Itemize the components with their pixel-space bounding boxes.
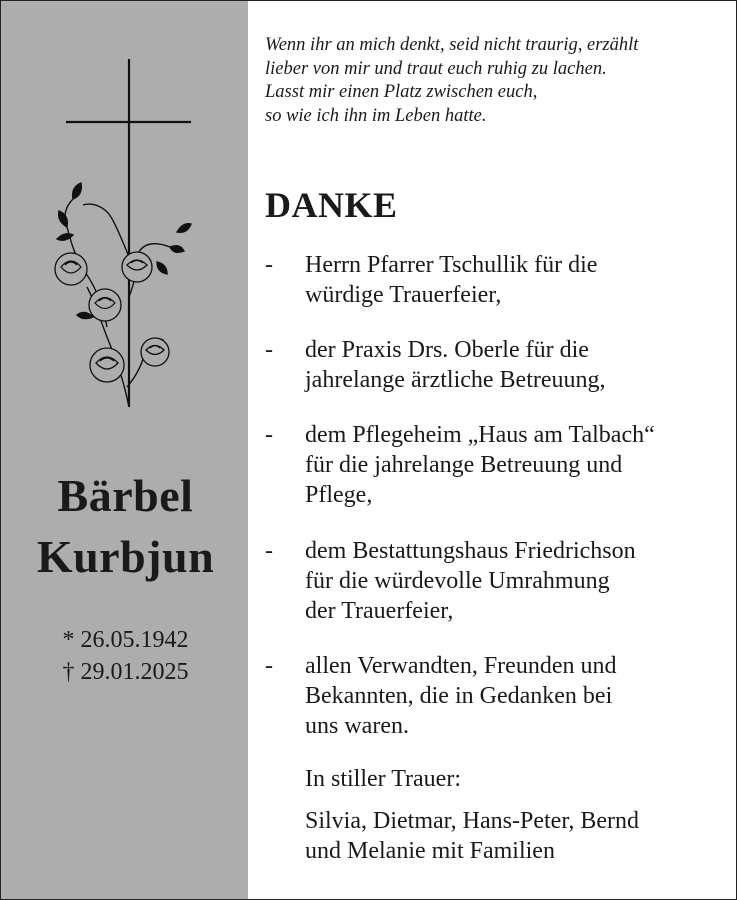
list-dash: -	[265, 653, 273, 679]
signer-line: Silvia, Dietmar, Hans-Peter, Bernd	[305, 808, 639, 834]
thanks-line: uns waren.	[305, 713, 409, 739]
signers	[305, 806, 639, 866]
memorial-panel	[1, 1, 248, 899]
poem-line: lieber von mir und traut euch ruhig zu lachen.	[265, 58, 607, 79]
rose-branch-icon	[55, 183, 191, 407]
first-name: Bärbel	[57, 470, 194, 521]
thanks-line: allen Verwandten, Freunden und	[305, 653, 617, 679]
thanks-line: für die würdevolle Umrahmung	[305, 568, 610, 594]
thanks-line: Bekannten, die in Gedanken bei	[305, 683, 613, 709]
thanks-line: Herrn Pfarrer Tschullik für die	[305, 252, 598, 278]
thanks-line: würdige Trauerfeier,	[305, 282, 502, 308]
mourning-line: In stiller Trauer:	[305, 766, 461, 792]
last-name: Kurbjun	[36, 531, 215, 582]
list-dash: -	[265, 538, 273, 564]
cross-icon	[66, 59, 191, 407]
poem	[265, 34, 725, 128]
list-dash: -	[265, 337, 273, 363]
thanks-line: dem Pflegeheim „Haus am Talbach“	[305, 422, 655, 448]
thanks-line: der Trauerfeier,	[305, 598, 454, 624]
thanks-line: der Praxis Drs. Oberle für die	[305, 337, 589, 363]
signer-line: und Melanie mit Familien	[305, 838, 555, 864]
list-dash: -	[265, 252, 273, 278]
poem-line: Lasst mir einen Platz zwischen euch,	[265, 82, 538, 102]
list-dash: -	[265, 422, 273, 448]
thanks-line: dem Bestattungshaus Friedrichson	[305, 538, 636, 564]
thanks-line: für die jahrelange Betreuung und	[305, 452, 623, 478]
death-date: † 29.01.2025	[62, 659, 189, 685]
poem-line: so wie ich ihn im Leben hatte.	[265, 105, 487, 126]
birth-date: * 26.05.1942	[62, 627, 189, 653]
thanks-line: jahrelange ärztliche Betreuung,	[305, 367, 606, 393]
thanks-line: Pflege,	[305, 482, 373, 508]
thanks-heading: DANKE	[265, 185, 398, 225]
poem-line: Wenn ihr an mich denkt, seid nicht traurig, erzählt	[265, 35, 639, 55]
cross-with-roses-icon	[45, 57, 195, 417]
